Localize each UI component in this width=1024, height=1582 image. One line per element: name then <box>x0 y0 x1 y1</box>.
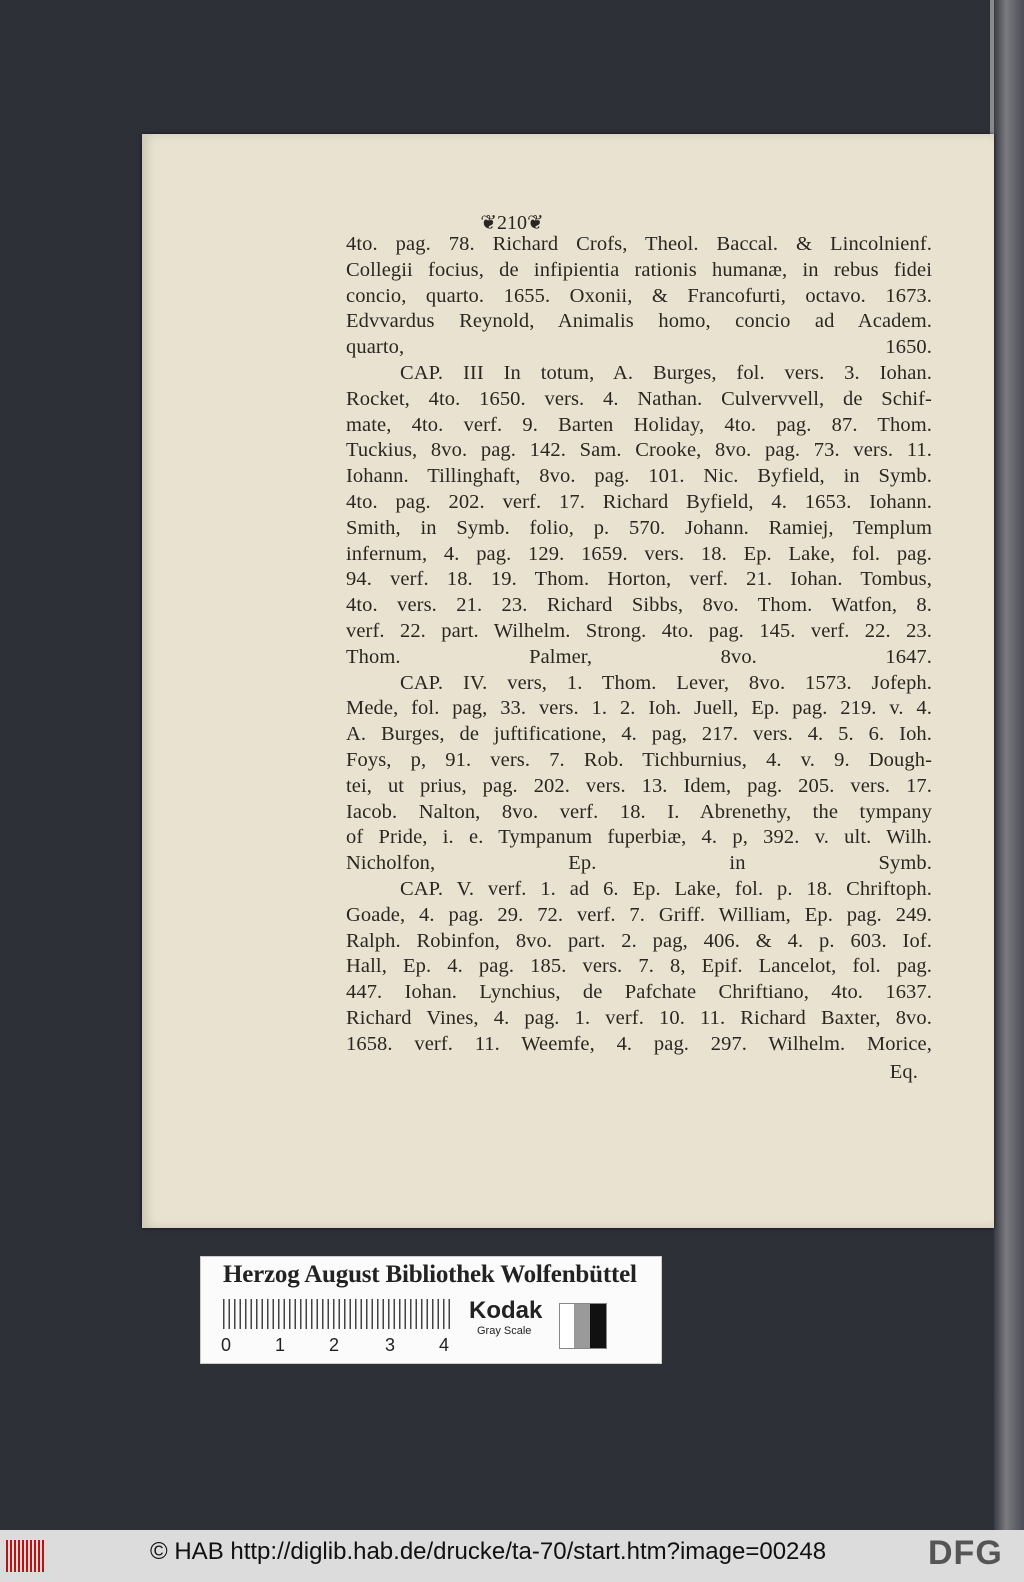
text-line: 4to. pag. 78. Richard Crofs, Theol. Baccal. & Lincolnienf. <box>346 233 932 255</box>
ruler-number: 4 <box>439 1335 450 1355</box>
text-line: CAP. III In totum, A. Burges, fol. vers. 3. Iohan. <box>400 361 932 384</box>
ruler-number: 3 <box>385 1335 396 1355</box>
barcode-icon <box>6 1540 46 1572</box>
text-line: infernum, 4. pag. 129. 1659. vers. 18. Ep. Lake, fol. pag. <box>346 542 932 565</box>
page-number: ❦210❦ <box>480 212 544 234</box>
black-patch <box>590 1304 606 1348</box>
color-calibration-card <box>200 1256 662 1364</box>
text-line: Tuckius, 8vo. pag. 142. Sam. Crooke, 8vo. pag. 73. vers. 11. <box>346 439 932 462</box>
text-line: 1658. verf. 11. Weemfe, 4. pag. 297. Wilhelm. Morice, <box>346 1032 932 1055</box>
text-line: mate, 4to. verf. 9. Barten Holiday, 4to. pag. 87. Thom. <box>346 413 932 436</box>
text-line: Foys, p, 91. vers. 7. Rob. Tichburnius, 4. v. 9. Dough- <box>346 748 932 771</box>
ruler-number: 2 <box>329 1335 340 1355</box>
catchword-container <box>346 1060 932 1086</box>
text-line: verf. 22. part. Wilhelm. Strong. 4to. pag. 145. verf. 22. 23. <box>346 619 932 642</box>
text-line: quarto, 1650. <box>346 336 932 359</box>
copyright-url[interactable]: © HAB http://diglib.hab.de/drucke/ta-70/start.htm?image=00248 <box>150 1538 827 1565</box>
text-line: Ralph. Robinfon, 8vo. part. 2. pag, 406. & 4. p. 603. Iof. <box>346 929 932 952</box>
ruler-number: 1 <box>275 1335 286 1355</box>
ruler-number: 0 <box>221 1335 232 1355</box>
text-line: Goade, 4. pag. 29. 72. verf. 7. Griff. William, Ep. pag. 249. <box>346 903 932 926</box>
text-line: Thom. Palmer, 8vo. 1647. <box>346 645 932 668</box>
text-line: concio, quarto. 1655. Oxonii, & Francofurti, octavo. 1673. <box>346 284 932 307</box>
text-line: 4to. vers. 21. 23. Richard Sibbs, 8vo. Thom. Watfon, 8. <box>346 594 932 617</box>
dfg-logo: DFG <box>928 1534 1003 1572</box>
text-line: 4to. pag. 202. verf. 17. Richard Byfield, 4. 1653. Iohann. <box>346 490 932 513</box>
text-line: Iacob. Nalton, 8vo. verf. 18. I. Abrenethy, the tympany <box>346 800 932 823</box>
ruler-numbers <box>219 1335 459 1359</box>
text-line: CAP. V. verf. 1. ad 6. Ep. Lake, fol. p. 18. Chriftoph. <box>400 877 932 900</box>
catchword: Eq. <box>889 1061 918 1083</box>
footer-bar <box>0 1530 1024 1582</box>
text-line: Edvvardus Reynold, Animalis homo, concio ad Academ. <box>346 310 932 333</box>
text-line: Mede, fol. pag, 33. vers. 1. 2. Ioh. Juell, Ep. pag. 219. v. 4. <box>346 697 932 720</box>
text-line: Hall, Ep. 4. pag. 185. vers. 7. 8, Epif. Lancelot, fol. pag. <box>346 955 932 978</box>
gray-scale-swatch <box>559 1303 607 1349</box>
gray-scale-label: Gray Scale <box>477 1325 532 1337</box>
library-name: Herzog August Bibliothek Wolfenbüttel <box>223 1261 637 1288</box>
white-patch <box>560 1304 574 1348</box>
scale-ruler <box>223 1299 451 1329</box>
text-line: 447. Iohan. Lynchius, de Pafchate Chriftiano, 4to. 1637. <box>346 981 932 1004</box>
text-line: of Pride, i. e. Tympanum fuperbiæ, 4. p, 392. v. ult. Wilh. <box>346 826 932 849</box>
text-line: 94. verf. 18. 19. Thom. Horton, verf. 21. Iohan. Tombus, <box>346 568 932 591</box>
gray-patch <box>574 1304 590 1348</box>
text-line: Richard Vines, 4. pag. 1. verf. 10. 11. Richard Baxter, 8vo. <box>346 1006 932 1029</box>
text-line: Smith, in Symb. folio, p. 570. Johann. Ramiej, Templum <box>346 516 932 539</box>
text-line: A. Burges, de juftificatione, 4. pag, 217. vers. 4. 5. 6. Ioh. <box>346 723 932 746</box>
text-line: CAP. IV. vers, 1. Thom. Lever, 8vo. 1573. Jofeph. <box>400 671 932 694</box>
text-line: tei, ut prius, pag. 202. vers. 13. Idem, pag. 205. vers. 17. <box>346 774 932 797</box>
text-line: Iohann. Tillinghaft, 8vo. pag. 101. Nic. Byfield, in Symb. <box>346 465 932 488</box>
kodak-logo: Kodak <box>469 1297 543 1324</box>
text-line: Collegii focius, de infipientia rationis humanæ, in rebus fidei <box>346 258 932 281</box>
text-line: Rocket, 4to. 1650. vers. 4. Nathan. Culvervvell, de Schif- <box>346 387 932 410</box>
page-text <box>346 232 932 1058</box>
text-line: Nicholfon, Ep. in Symb. <box>346 852 932 875</box>
